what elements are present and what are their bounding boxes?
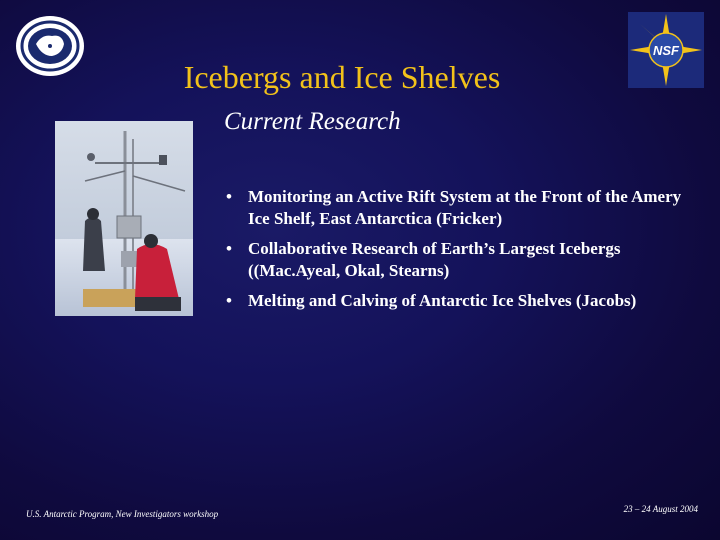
- footer-left: U.S. Antarctic Program, New Investigators workshop: [26, 509, 219, 519]
- svg-text:NSF: NSF: [653, 43, 679, 58]
- bullet-item: [222, 186, 682, 230]
- bullet-text: Collaborative Research of Earth’s Largest Icebergs ((Mac.Ayeal, Okal, Stearns): [248, 239, 621, 280]
- bullet-text: Monitoring an Active Rift System at the Front of the Amery Ice Shelf, East Antarctica (Fricker): [248, 187, 682, 228]
- slide-title: Icebergs and Ice Shelves: [183, 59, 501, 96]
- bullet-item: [222, 238, 682, 282]
- footer-date: 23 – 24 August 2004: [623, 504, 698, 514]
- bullet-item: [222, 290, 682, 312]
- slide-subtitle: Current Research: [224, 108, 401, 135]
- bullet-text: Melting and Calving of Antarctic Ice Shelves (Jacobs): [248, 291, 637, 310]
- field-research-photo: [55, 121, 193, 316]
- bullet-glyph: •: [226, 187, 232, 206]
- bullet-list: [222, 186, 682, 320]
- bullet-glyph: •: [226, 291, 232, 310]
- nsf-logo-icon: [628, 12, 704, 88]
- bullet-glyph: •: [226, 239, 232, 258]
